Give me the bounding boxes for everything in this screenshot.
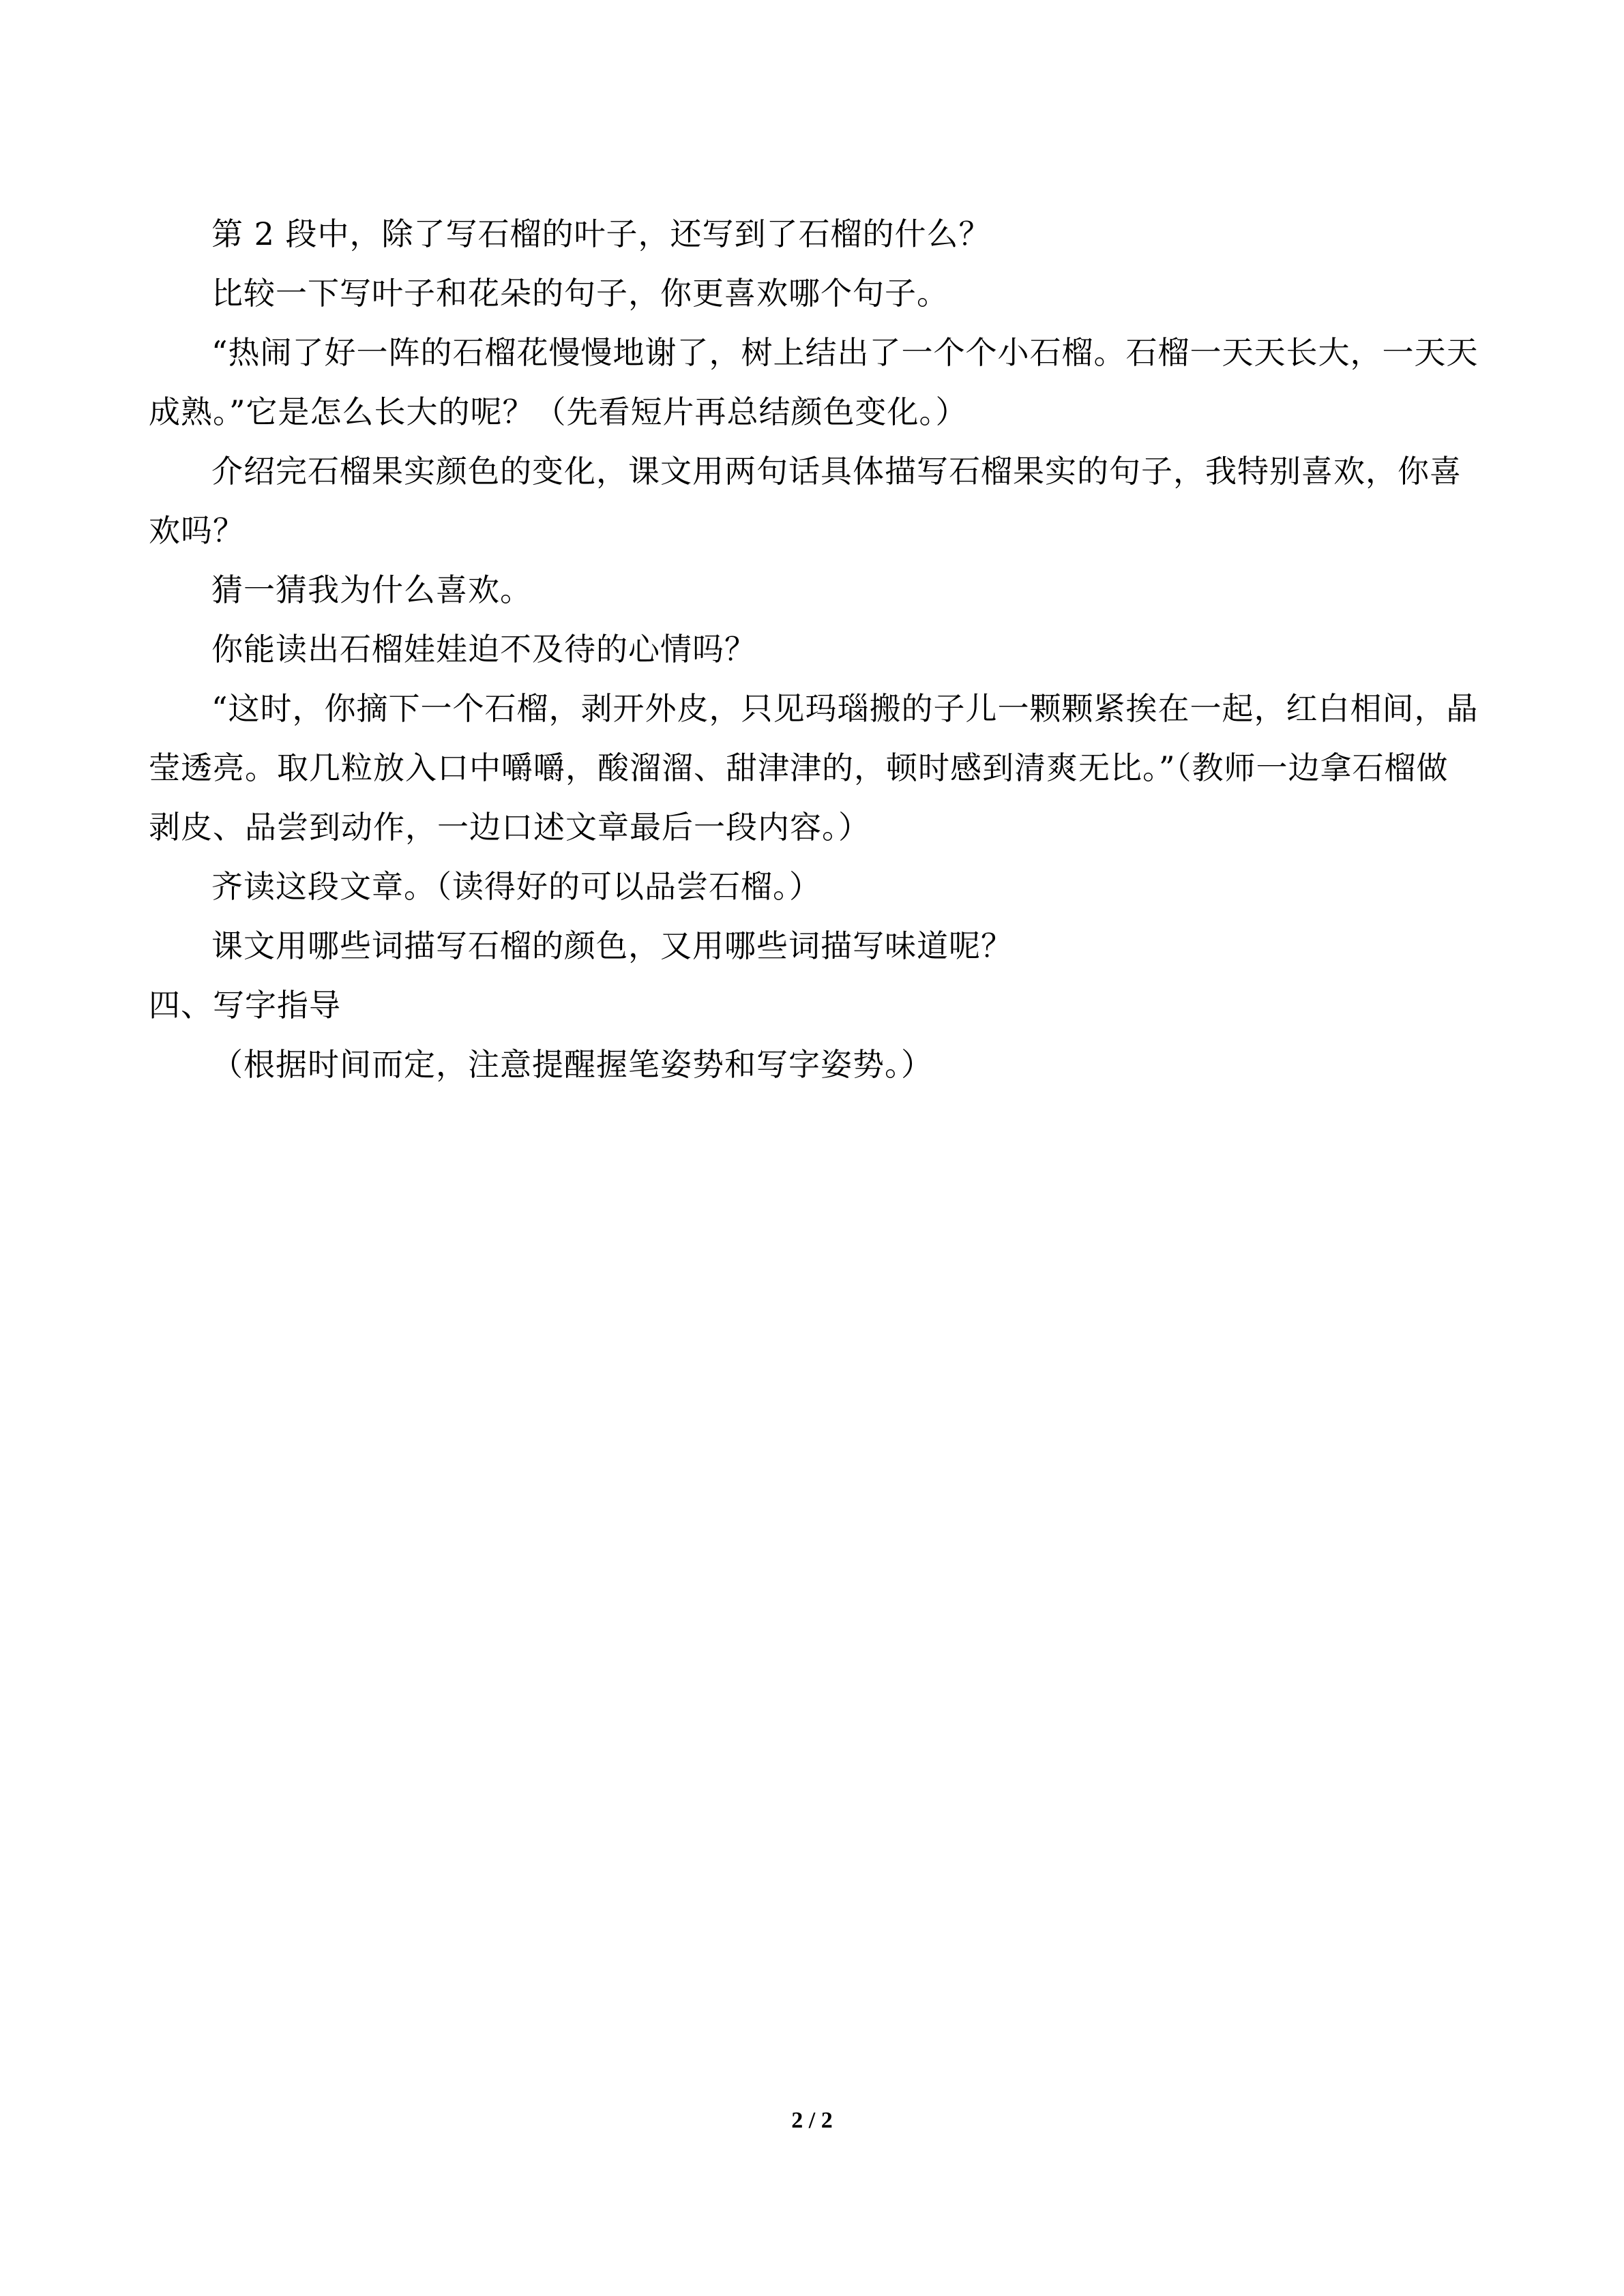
paragraph-guess-why: 猜一猜我为什么喜欢。: [211, 571, 532, 608]
section-heading-writing-guidance: 四、写字指导: [149, 987, 341, 1024]
document-body: [149, 205, 1479, 1094]
paragraph-read-feelings: 你能读出石榴娃娃迫不及待的心情吗？: [211, 631, 756, 668]
paragraph-pomegranate-growth-quote: “热闹了好一阵的石榴花慢慢地谢了，树上结出了一个个小石榴。石榴一天天长大，一天天成熟。”它是怎么长大的呢？（先看短片再总结颜色变化。）: [149, 334, 1479, 430]
paragraph-fruit-description: 介绍完石榴果实颜色的变化，课文用两句话具体描写石榴果实的句子，我特别喜欢，你喜欢吗？: [149, 453, 1462, 549]
paragraph-question-section-2: 第 2 段中，除了写石榴的叶子，还写到了石榴的什么？: [211, 215, 991, 252]
page-number: 2 / 2: [791, 2108, 833, 2133]
paragraph-compare-sentences: 比较一下写叶子和花朵的句子，你更喜欢哪个句子。: [211, 275, 949, 312]
paragraph-closing-note: （根据时间而定，注意提醒握笔姿势和写字姿势。）: [211, 1046, 933, 1083]
paragraph-color-taste-words: 课文用哪些词描写石榴的颜色，又用哪些词描写味道呢？: [211, 927, 1013, 964]
paragraph-read-together: 齐读这段文章。（读得好的可以品尝石榴。）: [211, 868, 821, 905]
paragraph-final-quote: “这时，你摘下一个石榴，剥开外皮，只见玛瑙搬的子儿一颗颗紧挨在一起，红白相间，晶莹透亮。取几粒放入口中嚼嚼，酸溜溜、甜津津的，顿时感到清爽无比。”（教师一边拿石榴做剥皮、品尝到动作，一边口述文章最后一段内容。）: [149, 690, 1479, 846]
